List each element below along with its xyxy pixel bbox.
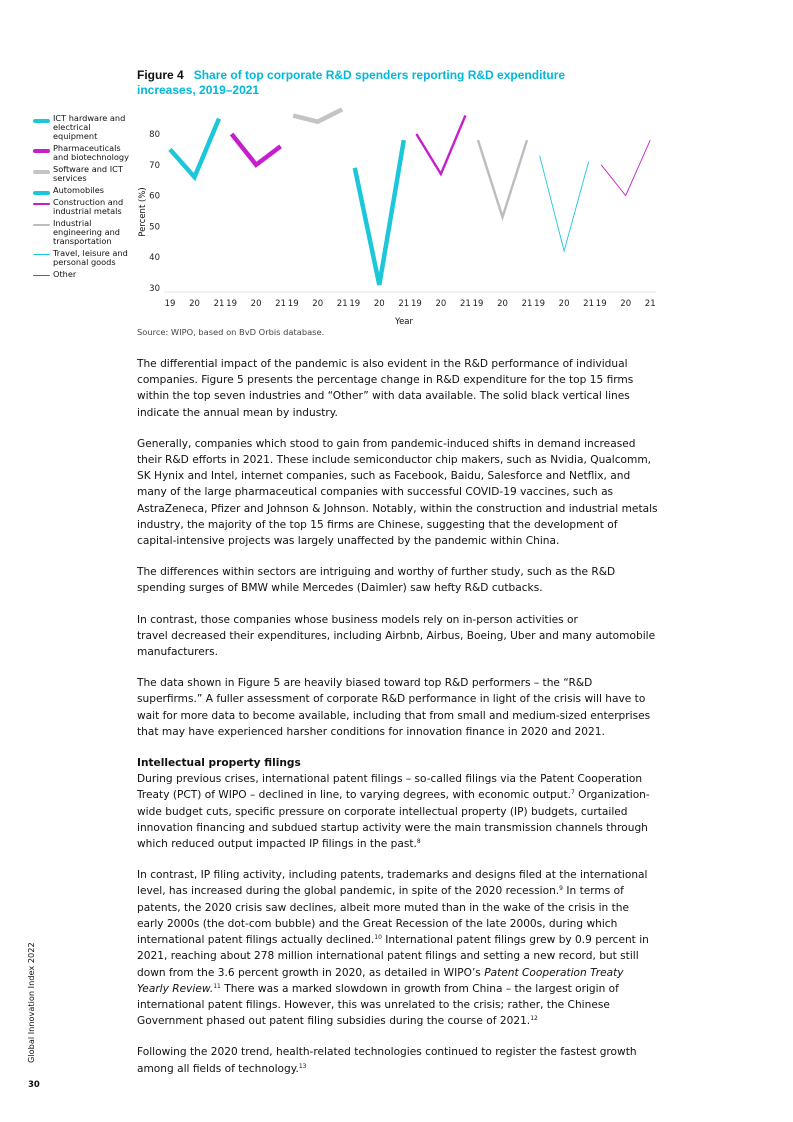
x-tick-label: 19	[534, 299, 546, 309]
x-tick-label: 21	[459, 299, 471, 309]
text-run: There was a marked slowdown in growth from China – the largest origin of international patent filings. However, this was unrelated to the crisis; rather, the Chinese Government phased out patent filing subsidies during the course of 2021.	[137, 982, 619, 1028]
legend-label: Other	[53, 269, 77, 279]
x-tick-label: 19	[472, 299, 484, 309]
legend-swatch	[33, 254, 50, 255]
x-tick-label: 20	[435, 299, 447, 309]
x-tick-label: 19	[349, 299, 361, 309]
legend-item	[33, 144, 133, 162]
y-tick-label: 30	[149, 284, 160, 294]
y-axis-title: Percent (%)	[138, 187, 148, 237]
legend-swatch	[33, 170, 50, 174]
text-run: In terms of patents, the 2020 crisis saw declines, albeit more muted than in the wake of the crisis in the early 2000s (the dot-com bubble) and the Great Recession of the late 2000s, during which international patent filings actually declined.	[137, 885, 630, 947]
figure-title-text: Share of top corporate R&D spenders reporting R&D expenditure increases, 2019–2021	[137, 68, 566, 97]
legend-label: Software and ICT services	[53, 164, 123, 183]
x-tick-label: 20	[497, 299, 508, 309]
x-tick-label: 19	[595, 299, 607, 309]
series-line	[293, 109, 342, 121]
y-tick-label: 50	[149, 222, 160, 233]
series-line	[170, 119, 219, 178]
legend-item	[33, 270, 133, 279]
text-run: Following the 2020 trend, health-related technologies continued to register the fastest growth among all fields of technology.	[137, 1046, 637, 1075]
paragraph	[137, 612, 658, 661]
figure-number: Figure 4	[137, 68, 184, 82]
series-line	[601, 140, 650, 195]
text-run: During previous crises, international patent filings – so-called filings via the Patent Cooperation Treaty (PCT) of WIPO – declined in line, to varying degrees, with economic output.	[137, 773, 643, 802]
legend-swatch	[33, 203, 50, 205]
footnote-ref[interactable]: 13	[298, 1062, 307, 1070]
x-tick-label: 21	[275, 299, 287, 309]
x-tick-label: 19	[164, 299, 176, 309]
x-tick-label: 20	[373, 299, 385, 309]
y-tick-label: 40	[149, 253, 160, 264]
legend-item	[33, 249, 133, 267]
x-tick-label: 20	[250, 299, 262, 309]
legend-item	[33, 165, 133, 183]
text-run: In contrast, IP filing activity, including patents, trademarks and designs filed at the international level, has increased during the global pandemic, in spite of the 2020 recession.	[137, 869, 648, 898]
y-tick-label: 70	[149, 160, 160, 171]
x-tick-label: 21	[398, 299, 410, 309]
series-line	[478, 140, 527, 217]
legend-swatch	[33, 119, 50, 123]
legend-label: Construction and industrial metals	[53, 197, 124, 216]
footnote-ref[interactable]: 9	[559, 885, 563, 893]
x-tick-label: 19	[287, 299, 299, 309]
footnote-ref[interactable]: 12	[530, 1015, 538, 1023]
legend-item	[33, 219, 133, 246]
footnote-ref[interactable]: 8	[416, 838, 421, 846]
x-tick-label: 20	[620, 299, 632, 309]
legend-swatch	[33, 224, 50, 226]
x-tick-label: 21	[644, 299, 656, 309]
paragraph: Generally, companies which stood to gain from pandemic-induced shifts in demand increased their R&D efforts in 2021. These include semiconductor chip makers, such as Nvidia, Qualcomm, SK Hynix and Intel, internet companies, such as Facebook, Baidu, Salesforce and Netflix, and many of the large pharmaceutical companies with successful COVID-19 vaccines, such as AstraZeneca, Pfizer and Johnson & Johnson. Notably, within the construction and industrial metals industry, the majority of the top 15 firms are Chinese, suggesting that the development of capital-intensive projects was largely unaffected by the pandemic within China.	[137, 437, 658, 548]
x-tick-label: 20	[558, 299, 570, 309]
paragraph-line: travel decreased their expenditures, including Airbnb, Airbus, Boeing, Uber and many automobile manufacturers.	[137, 629, 656, 659]
legend-swatch	[33, 149, 50, 153]
series-line	[355, 140, 404, 285]
footnote-ref[interactable]: 7	[570, 789, 575, 797]
legend-item	[33, 198, 133, 216]
paragraph: The data shown in Figure 5 are heavily biased toward top R&D performers – the “R&D superfirms.” A fuller assessment of corporate R&D performance in light of the crisis will have to wait for more data to become available, including that from small and medium-sized enterprises that may have experienced harsher conditions for innovation finance in 2020 and 2021.	[137, 677, 651, 738]
legend-item	[33, 186, 133, 195]
legend-item	[33, 114, 133, 141]
paragraph	[137, 1044, 658, 1076]
section-heading: Intellectual property filings	[137, 757, 301, 770]
running-title: Global Innovation Index 2022	[26, 942, 36, 1063]
footnote-ref[interactable]: 11	[213, 982, 221, 990]
body-text	[137, 356, 658, 1077]
legend-label: Industrial engineering and transportation	[53, 218, 120, 246]
x-tick-label: 20	[189, 299, 200, 309]
paragraph: The differential impact of the pandemic is also evident in the R&D performance of individual companies. Figure 5 presents the percentage change in R&D expenditure for the top 15 firms within the top seven industries and “Other” with data available. The solid black vertical lines indicate the annual mean by industry.	[137, 358, 634, 419]
x-tick-label: 19	[410, 299, 422, 309]
y-tick-label: 60	[149, 191, 160, 202]
figure-source: Source: WIPO, based on BvD Orbis database.	[137, 327, 325, 337]
x-tick-label: 21	[583, 299, 595, 309]
legend-label: Travel, leisure and personal goods	[53, 248, 128, 267]
x-tick-label: 21	[213, 299, 225, 309]
series-line	[416, 116, 465, 175]
x-tick-label: 20	[312, 299, 324, 309]
text-run: Organization-wide budget cuts, specific pressure on corporate intellectual property (IP) budgets, curtailed innovation financing and subdued startup activity were the main transmission channels through which reduced output impacted IP filings in the past.	[137, 789, 650, 851]
x-tick-label: 21	[521, 299, 533, 309]
page-number: 30	[28, 1080, 40, 1090]
legend-label: ICT hardware and electrical equipment	[53, 113, 126, 141]
paragraph	[137, 771, 658, 852]
text-run: International patent filings grew by 0.9 percent in 2021, reaching about 278 million international patent filings and setting a new record, but still down from the 3.6 percent growth in 2020, as detailed in WIPO’s	[137, 934, 649, 979]
figure-title	[137, 68, 577, 98]
x-axis-title: Year	[395, 317, 413, 327]
legend-label: Automobiles	[53, 185, 105, 195]
paragraph-line: In contrast, those companies whose business models rely on in-person activities or	[137, 613, 578, 626]
x-tick-label: 21	[336, 299, 348, 309]
legend-swatch	[33, 275, 50, 276]
line-chart	[130, 100, 660, 330]
chart-legend	[33, 114, 133, 282]
legend-swatch	[33, 191, 50, 195]
y-tick-label: 80	[149, 130, 160, 140]
series-line	[232, 134, 281, 165]
paragraph	[137, 867, 658, 1029]
x-tick-label: 19	[226, 299, 238, 309]
paragraph: The differences within sectors are intriguing and worthy of further study, such as the R&D spending surges of BMW while Mercedes (Daimler) saw hefty R&D cutbacks.	[137, 566, 616, 595]
series-line	[540, 156, 589, 251]
footnote-ref[interactable]: 10	[374, 934, 382, 942]
report-title: Patent Cooperation Treaty Yearly Review.	[137, 966, 624, 995]
legend-label: Pharmaceuticals and biotechnology	[53, 143, 129, 162]
